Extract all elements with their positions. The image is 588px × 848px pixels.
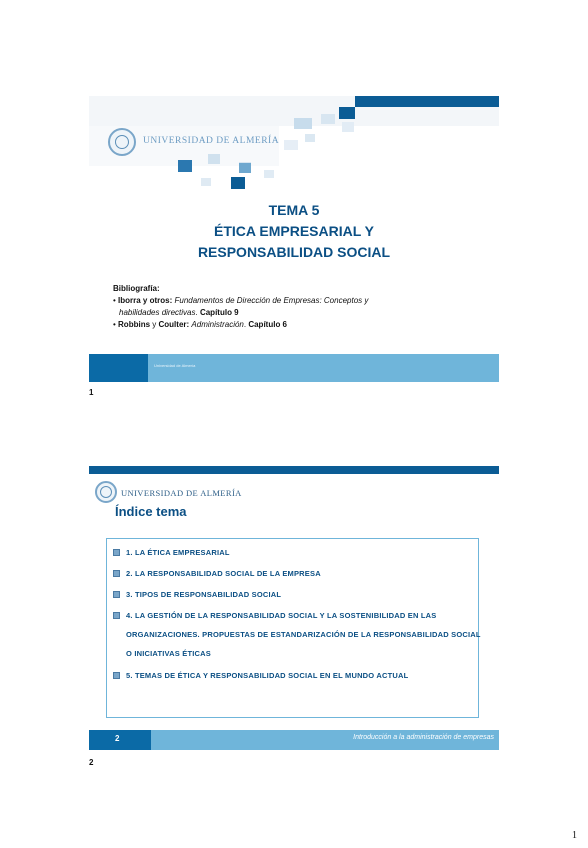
decorative-square — [294, 118, 312, 129]
author: Robbins — [118, 320, 151, 329]
bibliography-label: Bibliografía: — [113, 284, 160, 293]
decorative-square — [264, 170, 274, 178]
book-title: Administración — [191, 320, 244, 329]
slide-1-footer-text: Universidad de Almería — [154, 363, 196, 368]
bibliography — [113, 283, 483, 331]
title-line: ÉTICA EMPRESARIAL Y — [214, 223, 374, 239]
bibliography-entry-1-cont: habilidades directivas. Capítulo 9 — [119, 308, 239, 317]
decorative-square — [321, 114, 335, 124]
index-item: 2. LA RESPONSABILIDAD SOCIAL DE LA EMPRESA — [113, 564, 473, 583]
page-number: 1 — [572, 830, 577, 841]
index-box — [106, 538, 479, 718]
course-name: Introducción a la administración de empresas — [353, 734, 494, 741]
slide-2-number: 2 — [89, 758, 94, 767]
decorative-square — [339, 107, 355, 119]
bullet-icon — [113, 591, 120, 598]
author: Iborra y otros: — [118, 296, 173, 305]
slide-2 — [89, 466, 499, 750]
index-heading: Índice tema — [115, 504, 187, 519]
university-seal-inner — [100, 486, 112, 498]
university-seal-inner — [115, 135, 129, 149]
slide-page-number: 2 — [115, 734, 120, 743]
slide-1-number: 1 — [89, 388, 94, 397]
bullet-icon — [113, 612, 120, 619]
slide-1-dark-bar — [355, 96, 499, 107]
bibliography-entry-2: • Robbins y Coulter: Administración. Capítulo 6 — [113, 320, 287, 329]
slide-2-footer-left — [89, 730, 151, 750]
title-line: TEMA 5 — [268, 202, 320, 218]
bullet-icon — [113, 549, 120, 556]
index-item: 1. LA ÉTICA EMPRESARIAL — [113, 543, 473, 562]
university-logo-text: UNIVERSIDAD DE ALMERÍA — [121, 488, 242, 498]
slide-1-footer-right — [148, 354, 499, 382]
slide-1-title — [89, 200, 499, 263]
decorative-square — [201, 178, 211, 186]
bullet-icon — [113, 570, 120, 577]
book-title-cont: habilidades directivas — [119, 308, 196, 317]
decorative-square — [305, 134, 315, 142]
decorative-square — [231, 177, 245, 189]
decorative-square — [342, 122, 354, 132]
slide-1-footer-left — [89, 354, 148, 382]
bibliography-entry-1: • Iborra y otros: Fundamentos de Dirección de Empresas: Conceptos y — [113, 296, 369, 305]
index-item: 3. TIPOS DE RESPONSABILIDAD SOCIAL — [113, 585, 473, 604]
title-line: RESPONSABILIDAD SOCIAL — [197, 244, 391, 260]
index-item: 4. LA GESTIÓN DE LA RESPONSABILIDAD SOCIAL Y LA SOSTENIBILIDAD EN LAS ORGANIZACIONES. PROPUESTAS DE ESTANDARIZACIÓN DE LA RESPONSABILIDAD SOCIAL O INICIATIVAS ÉTICAS — [113, 606, 486, 663]
decorative-square — [239, 163, 251, 173]
conjunction: y — [152, 320, 157, 329]
decorative-square — [284, 140, 298, 150]
author: Coulter: — [158, 320, 190, 329]
index-item: 5. TEMAS DE ÉTICA Y RESPONSABILIDAD SOCIAL EN EL MUNDO ACTUAL — [113, 666, 473, 685]
university-logo-text: UNIVERSIDAD DE ALMERÍA — [143, 136, 280, 146]
slide-1 — [89, 96, 499, 382]
chapter: Capítulo 9 — [199, 308, 239, 317]
bullet-icon — [113, 672, 120, 679]
chapter: Capítulo 6 — [248, 320, 287, 329]
decorative-square — [208, 154, 220, 164]
slide-2-top-bar — [89, 466, 499, 474]
decorative-square — [178, 160, 192, 172]
book-title: Fundamentos de Dirección de Empresas: Conceptos y — [174, 296, 369, 305]
